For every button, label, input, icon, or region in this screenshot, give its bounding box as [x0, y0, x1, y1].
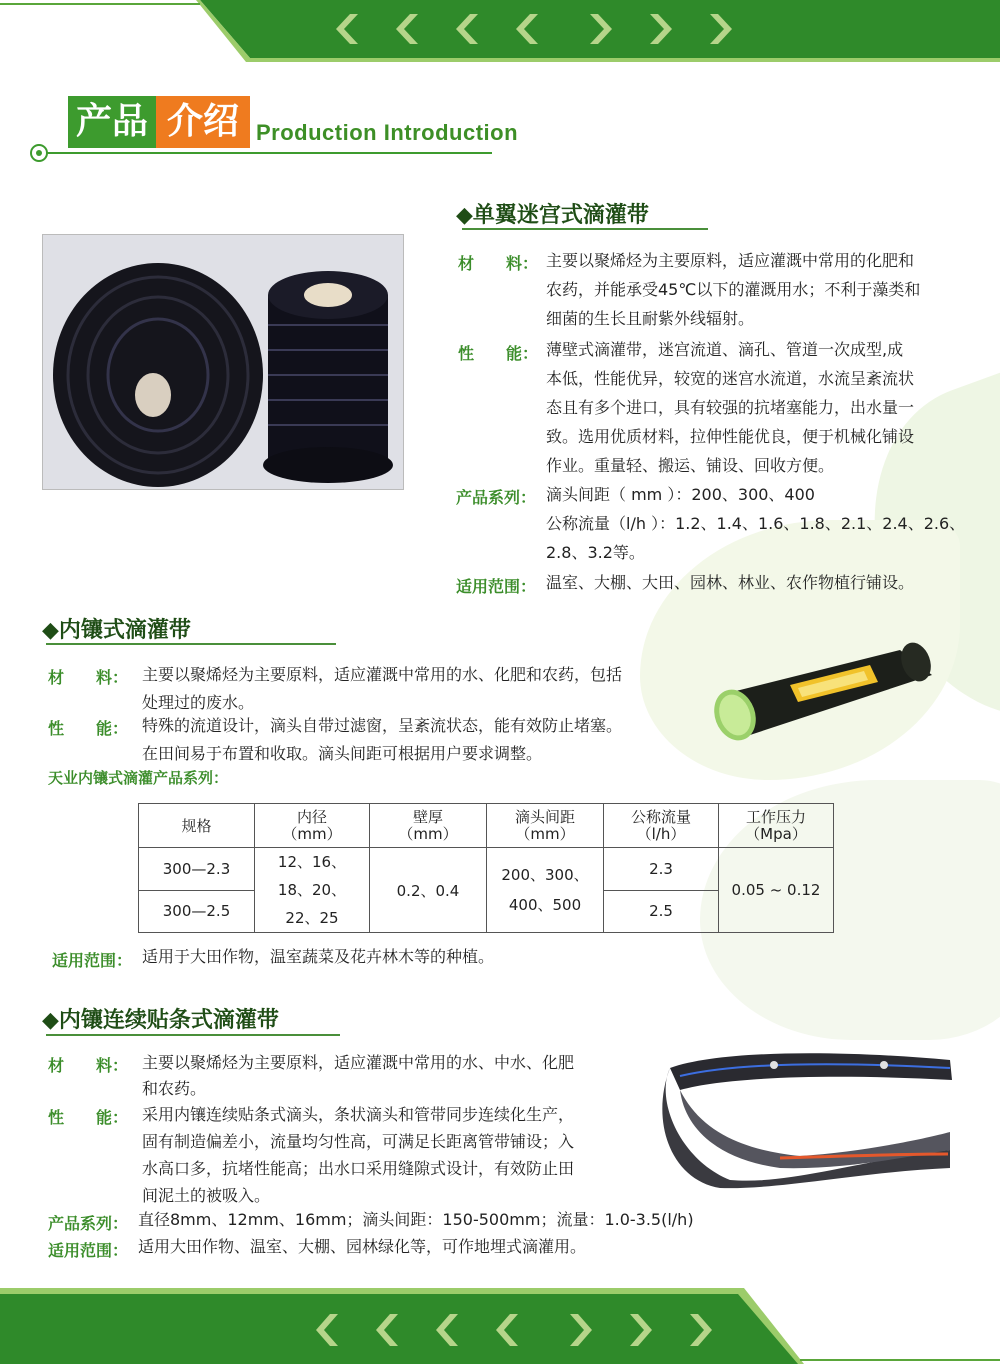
table-header: 规格: [139, 804, 255, 848]
series-line: 滴头间距（ mm ）：200、300、400: [546, 485, 815, 504]
material-label: 材 料：: [48, 1056, 129, 1075]
table-cell-line: 400、500: [508, 896, 582, 914]
drip-tape-rolls-photo: [42, 234, 404, 490]
scope-label: 适用范围：: [52, 951, 133, 970]
material-line: 农药，并能承受45℃以下的灌溉用水；不利于藻类和: [546, 280, 921, 299]
table-cell: 0.2、0.4: [370, 848, 487, 933]
table-header: 工作压力 （Mpa）: [719, 804, 834, 848]
scope-text: 适用于大田作物，温室蔬菜及花卉林木等的种植。: [142, 947, 495, 966]
performance-line: 特殊的流道设计，滴头自带过滤窗，呈紊流状态，能有效防止堵塞。: [142, 716, 623, 735]
table-header: 滴头间距 （mm）: [487, 804, 604, 848]
material-label: 材 料：: [48, 668, 129, 687]
performance-line: 采用内镶连续贴条式滴头，条状滴头和管带同步连续化生产，: [142, 1105, 575, 1124]
table-header: 内径 （mm）: [255, 804, 370, 848]
performance-line: 固有制造偏差小，流量均匀性高，可满足长距离管带铺设；入: [142, 1132, 575, 1151]
material-line: 主要以聚烯烃为主要原料，适应灌溉中常用的水、中水、化肥: [142, 1053, 575, 1072]
product-spec-table: [138, 803, 834, 933]
section-title-single-wing: ◆单翼迷宫式滴灌带: [456, 203, 649, 228]
table-header: 公称流量 （l/h）: [604, 804, 719, 848]
series-line: 2.8、3.2等。: [546, 543, 645, 562]
performance-label: 性 能：: [48, 719, 129, 738]
series-line: 公称流量（l/h ）：1.2、1.4、1.6、1.8、2.1、2.4、2.6、: [546, 514, 966, 533]
material-line: 处理过的废水。: [142, 693, 255, 712]
table-header: 壁厚 （mm）: [370, 804, 487, 848]
title-underline: [42, 152, 492, 154]
scope-label: 适用范围：: [48, 1241, 129, 1260]
table-cell: [487, 848, 604, 933]
table-cell: 0.05 ~ 0.12: [719, 848, 834, 933]
title-bullet-dot: [30, 144, 48, 162]
table-cell: 300—2.3: [139, 848, 255, 891]
series-label: 产品系列：: [48, 1214, 129, 1233]
material-line: 细菌的生长且耐紫外线辐射。: [546, 309, 755, 328]
scope-label: 适用范围：: [456, 577, 537, 596]
bottom-decorative-band: [0, 1268, 1000, 1364]
performance-line: 薄壁式滴灌带，迷宫流道、滴孔、管道一次成型,成: [546, 340, 904, 359]
material-line: 主要以聚烯烃为主要原料，适应灌溉中常用的水、化肥和农药，包括: [142, 665, 623, 684]
section-title-continuous-strip: ◆内镶连续贴条式滴灌带: [42, 1008, 279, 1033]
performance-line: 本低，性能优异，较宽的迷宫水流道，水流呈紊流状: [546, 369, 915, 388]
table-cell: 2.5: [604, 890, 719, 933]
scope-text: 温室、大棚、大田、园林、林业、农作物植行铺设。: [546, 573, 915, 592]
page-title-part-a: 产品: [68, 96, 156, 148]
strip-drip-tape-illustration: [660, 1040, 960, 1190]
drip-tube-illustration: [700, 640, 940, 750]
series-text: 直径8mm、12mm、16mm；滴头间距：150-500mm；流量：1.0-3.5(l/h): [138, 1210, 694, 1229]
table-cell: [255, 848, 370, 933]
performance-line: 在田间易于布置和收取。滴头间距可根据用户要求调整。: [142, 744, 543, 763]
top-decorative-band: [0, 0, 1000, 70]
section-title-underline: [46, 1034, 340, 1036]
performance-label: 性 能：: [458, 344, 539, 363]
table-cell-line: 22、25: [285, 909, 339, 927]
performance-label: 性 能：: [48, 1108, 129, 1127]
performance-line: 间泥土的被吸入。: [142, 1186, 271, 1205]
page-title-part-b: 介绍: [156, 96, 250, 148]
section-title-underline: [462, 228, 708, 230]
performance-line: 致。选用优质材料，拉伸性能优良，便于机械化铺设: [546, 427, 915, 446]
section-title-underline: [46, 643, 336, 645]
scope-text: 适用大田作物、温室、大棚、园林绿化等，可作地埋式滴灌用。: [138, 1237, 587, 1256]
material-line: 主要以聚烯烃为主要原料，适应灌溉中常用的化肥和: [546, 251, 915, 270]
page-title-english: Production Introduction: [256, 120, 519, 145]
material-label: 材 料：: [458, 254, 539, 273]
table-cell-line: 18、20、: [277, 881, 347, 899]
table-cell: 2.3: [604, 848, 719, 891]
table-cell-line: 12、16、: [277, 853, 347, 871]
table-cell-line: 200、300、: [501, 866, 589, 884]
performance-line: 水高口多，抗堵性能高；出水口采用缝隙式设计，有效防止田: [142, 1159, 575, 1178]
performance-line: 作业。重量轻、搬运、铺设、回收方便。: [546, 456, 835, 475]
section-title-inner-embedded: ◆内镶式滴灌带: [42, 618, 191, 643]
series-table-title: 天业内镶式滴灌产品系列：: [48, 769, 229, 787]
table-cell: 300—2.5: [139, 890, 255, 933]
performance-line: 态且有多个进口，具有较强的抗堵塞能力，出水量一: [546, 398, 915, 417]
material-line: 和农药。: [142, 1079, 207, 1098]
series-label: 产品系列：: [456, 488, 537, 507]
